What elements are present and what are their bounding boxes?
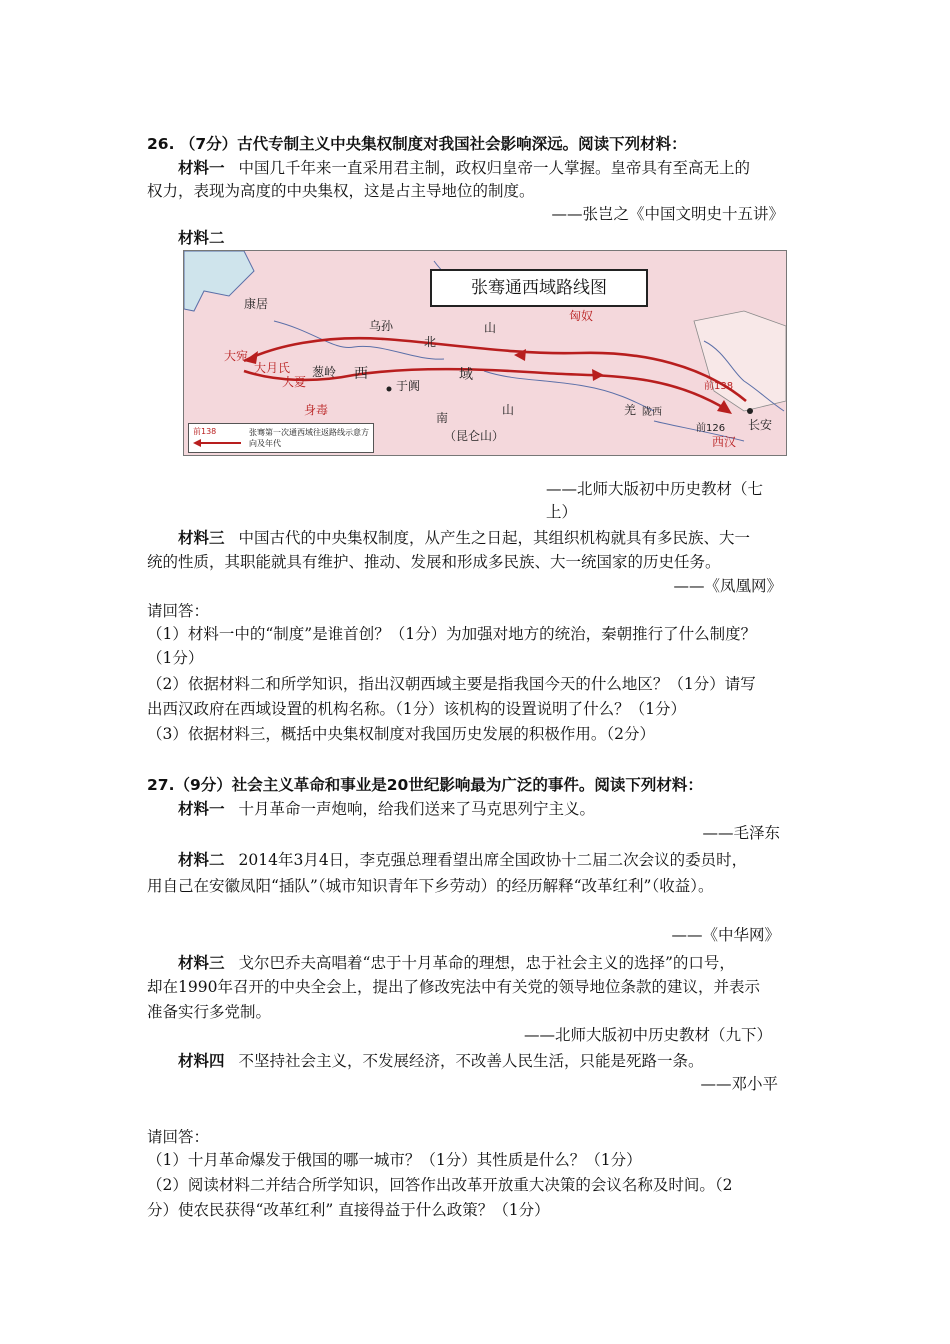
map-legend <box>188 423 374 453</box>
map-label-dayuezhi: 大月氏 <box>254 361 291 375</box>
map-label-shan-north: 山 <box>484 321 497 335</box>
map-label-kangju: 康居 <box>244 297 269 311</box>
yutian-marker <box>387 387 392 392</box>
q27-material1-text: 十月革命一声炮响，给我们送来了马克思列宁主义。 <box>238 800 596 818</box>
map-label-longxi: 陇西 <box>642 407 662 418</box>
q26-ask: 请回答： <box>147 602 210 620</box>
q27-material2-label: 材料二 <box>178 851 225 869</box>
q27-material3-line1 <box>178 952 735 974</box>
map-label-year-126: 前126 <box>696 423 726 434</box>
map-label-yutian: 于阗 <box>396 379 421 393</box>
legend-year: 前138 <box>193 427 217 436</box>
map-label-changan: 长安 <box>748 418 773 432</box>
map-label-xi: 西 <box>354 366 368 382</box>
q27-material1-line1 <box>178 798 595 820</box>
q26-material1-source: ——张岂之《中国文明史十五讲》 <box>551 205 784 223</box>
q26-material2-label: 材料二 <box>178 229 225 247</box>
map-label-dayuan: 大宛 <box>224 349 249 363</box>
q26-material1-line1 <box>178 157 750 179</box>
q27-material3-line3: 准备实行多党制。 <box>147 1003 272 1021</box>
route-arrow-east <box>717 400 732 414</box>
map-label-kunlun: （昆仑山） <box>444 429 505 443</box>
q27-heading: 27.（9分）社会主义革命和事业是20世纪影响最为广泛的事件。阅读下列材料： <box>147 776 703 794</box>
q27-material3-line2: 却在1990年召开的中央全会上，提出了修改宪法中有关党的领导地位条款的建议，并表示 <box>147 978 760 996</box>
map-label-xihan: 西汉 <box>712 435 737 449</box>
map-label-shan-south: 山 <box>502 403 515 417</box>
q27-ask: 请回答： <box>147 1128 210 1146</box>
q26-question2-line2: 出西汉政府在西域设置的机构名称。（1分）该机构的设置说明了什么？（1分） <box>147 700 686 718</box>
map-label-shendu: 身毒 <box>304 403 329 417</box>
map-label-yu: 域 <box>459 367 473 383</box>
q27-material2-line1 <box>178 849 747 871</box>
map-label-congling: 葱岭 <box>312 365 337 379</box>
q26-question3: （3）依据材料三，概括中央集权制度对我国历史发展的积极作用。（2分） <box>147 725 655 743</box>
zhang-qian-route-map <box>183 250 787 456</box>
q27-question2-line1: （2）阅读材料二并结合所学知识，回答作出改革开放重大决策的会议名称及时间。（2 <box>147 1176 733 1194</box>
q27-material2-source: ——《中华网》 <box>671 926 780 944</box>
map-label-xiongnu: 匈奴 <box>569 309 594 323</box>
map-label-wusun: 乌孙 <box>369 319 394 333</box>
q27-material2-text: 2014年3月4日，李克强总理看望出席全国政协十二届二次会议的委员时， <box>238 851 748 869</box>
q26-material3-source: ——《凤凰网》 <box>673 577 782 595</box>
map-label-bei: 北 <box>424 335 437 349</box>
q27-question2-line2: 分）使农民获得“改革红利” 直接得益于什么政策？（1分） <box>147 1201 550 1219</box>
legend-text: 张骞第一次通西域往返路线示意方向及年代 <box>249 428 369 448</box>
q26-material3-text: 中国古代的中央集权制度，从产生之日起，其组织机构就具有多民族、大一 <box>238 529 751 547</box>
q26-material2-source-line1: ——北师大版初中历史教材（七 <box>546 480 764 498</box>
q27-material2-line2: 用自己在安徽凤阳“插队”（城市知识青年下乡劳动）的经历解释“改革红利”（收益）。 <box>147 877 714 895</box>
map-title: 张骞通西域路线图 <box>430 269 648 307</box>
q26-question2-line1: （2）依据材料二和所学知识，指出汉朝西域主要是指我国今天的什么地区？（1分）请写 <box>147 675 756 693</box>
q27-material4-line1 <box>178 1050 704 1072</box>
q27-material1-label: 材料一 <box>178 800 225 818</box>
map-label-daxia: 大夏 <box>282 375 307 389</box>
q27-material3-text: 戈尔巴乔夫高唱着“忠于十月革命的理想，忠于社会主义的选择”的口号， <box>238 954 735 972</box>
changan-marker <box>747 408 753 414</box>
q27-material1-source: ——毛泽东 <box>702 824 780 842</box>
q27-material4-text: 不坚持社会主义，不发展经济，不改善人民生活，只能是死路一条。 <box>238 1052 704 1070</box>
q26-material3-label: 材料三 <box>178 529 225 547</box>
q26-material3-line1 <box>178 527 750 549</box>
q26-question1-line2: （1分） <box>147 649 204 667</box>
q26-heading: 26. （7分）古代专制主义中央集权制度对我国社会影响深远。阅读下列材料： <box>147 135 687 153</box>
map-label-nan: 南 <box>436 411 449 425</box>
q27-material4-source: ——邓小平 <box>700 1075 778 1093</box>
map-label-year-138: 前138 <box>704 381 734 392</box>
q27-question1: （1）十月革命爆发于俄国的哪一城市？（1分）其性质是什么？（1分） <box>147 1151 642 1169</box>
q27-material4-label: 材料四 <box>178 1052 225 1070</box>
q26-material1-label: 材料一 <box>178 159 225 177</box>
q26-material2-source-line2: 上） <box>546 503 578 521</box>
q26-material1-line2: 权力，表现为高度的中央集权，这是占主导地位的制度。 <box>147 182 535 200</box>
q26-material1-text: 中国几千年来一直采用君主制，政权归皇帝一人掌握。皇帝具有至高无上的 <box>238 159 751 177</box>
q27-material3-source: ——北师大版初中历史教材（九下） <box>523 1026 772 1044</box>
q26-material3-line2: 统的性质，其职能就具有维护、推动、发展和形成多民族、大一统国家的历史任务。 <box>147 553 721 571</box>
q27-material3-label: 材料三 <box>178 954 225 972</box>
map-label-qiang: 羌 <box>624 403 637 417</box>
q26-question1-line1: （1）材料一中的“制度”是谁首创？（1分）为加强对地方的统治，秦朝推行了什么制度？ <box>147 625 757 643</box>
legend-arrow-icon <box>193 438 243 448</box>
